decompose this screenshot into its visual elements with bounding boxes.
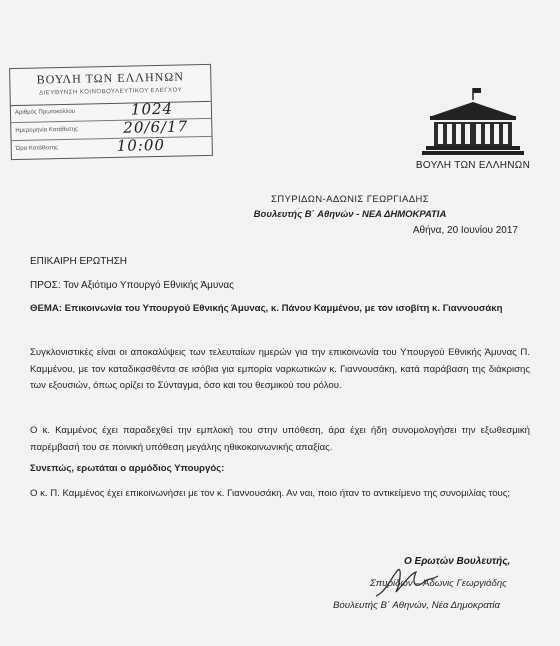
subject: ΘΕΜΑ: Επικοινωνία του Υπουργού Εθνικής Άμυνας, κ. Πάνου Καμμένου, με τον ισοβίτη κ. Γιαννουσάκη <box>30 303 503 314</box>
stamp-label-time: Ώρα Κατάθεσης <box>15 145 58 153</box>
stamp-value-date: 20/6/17 <box>123 117 189 137</box>
signature-name: Σπυρίδων – Άδωνις Γεωργιάδης <box>370 578 507 589</box>
stamp-subtitle: ΔΙΕΥΘΥΝΣΗ ΚΟΙΝΟΒΟΥΛΕΥΤΙΚΟΥ ΕΛΕΓΧΟΥ <box>39 87 183 97</box>
question-lead: Συνεπώς, ερωτάται ο αρμόδιος Υπουργός: <box>30 463 225 474</box>
logo-caption: ΒΟΥΛΗ ΤΩΝ ΕΛΛΗΝΩΝ <box>415 160 531 171</box>
stamp-row-time <box>12 137 212 158</box>
mp-name: ΣΠΥΡΙΔΩΝ-ΑΔΩΝΙΣ ΓΕΩΡΓΙΑΔΗΣ <box>270 194 429 205</box>
parliament-building-icon <box>418 86 528 158</box>
receipt-stamp <box>9 64 213 160</box>
stamp-value-time: 10:00 <box>116 135 166 155</box>
stamp-label-protocol: Αριθμός Πρωτοκόλλου <box>14 108 76 117</box>
parliament-logo <box>398 86 548 178</box>
body-paragraph-1: Συγκλονιστικές είναι οι αποκαλύψεις των τελευταίων ημερών για την επικοινωνία του Υπουργού Εθνικής Άμυνας Π. Καμμένου, με τον καταδικασθέντα σε ισόβια για εμπορία ναρκωτικών κ. Γιαννουσάκη, κατά παράβαση της διάκρισης των εξουσιών, όπως ορίζει το Σύνταγμα, όσο και του θεσμικού του ρόλου. <box>30 347 530 391</box>
document-date: Αθήνα, 20 Ιουνίου 2017 <box>412 225 518 236</box>
stamp-label-date: Ημερομηνία Κατάθεσης <box>15 126 79 135</box>
stamp-title: ΒΟΥΛΗ ΤΩΝ ΕΛΛΗΝΩΝ <box>36 69 185 87</box>
question-type: ΕΠΙΚΑΙΡΗ ΕΡΩΤΗΣΗ <box>30 256 128 267</box>
signature-role: Βουλευτής Β΄ Αθηνών, Νέα Δημοκρατία <box>333 600 500 611</box>
stamp-value-protocol: 1024 <box>130 99 174 119</box>
mp-role: Βουλευτής Β΄ Αθηνών - ΝΕΑ ΔΗΜΟΚΡΑΤΙΑ <box>253 209 447 220</box>
body-paragraph-2: Ο κ. Καμμένος έχει παραδεχθεί την εμπλοκή του στην υπόθεση, άρα έχει ήδη συνομολογήσει την εξωθεσμική παρέμβασή του σε ποινική υπόθεση μεγάλης ηθικοκοινωνικής απαξίας. <box>30 425 530 453</box>
signature-title: Ο Ερωτών Βουλευτής, <box>404 556 511 567</box>
question-text: Ο κ. Π. Καμμένος έχει επικοινωνήσει με τον κ. Γιαννουσάκη. Αν ναι, ποιο ήταν το αντικείμενο της συνομιλίας τους; <box>30 488 511 499</box>
recipient: ΠΡΟΣ: Τον Αξιότιμο Υπουργό Εθνικής Άμυνας <box>30 280 234 291</box>
stamp-header <box>10 65 211 106</box>
